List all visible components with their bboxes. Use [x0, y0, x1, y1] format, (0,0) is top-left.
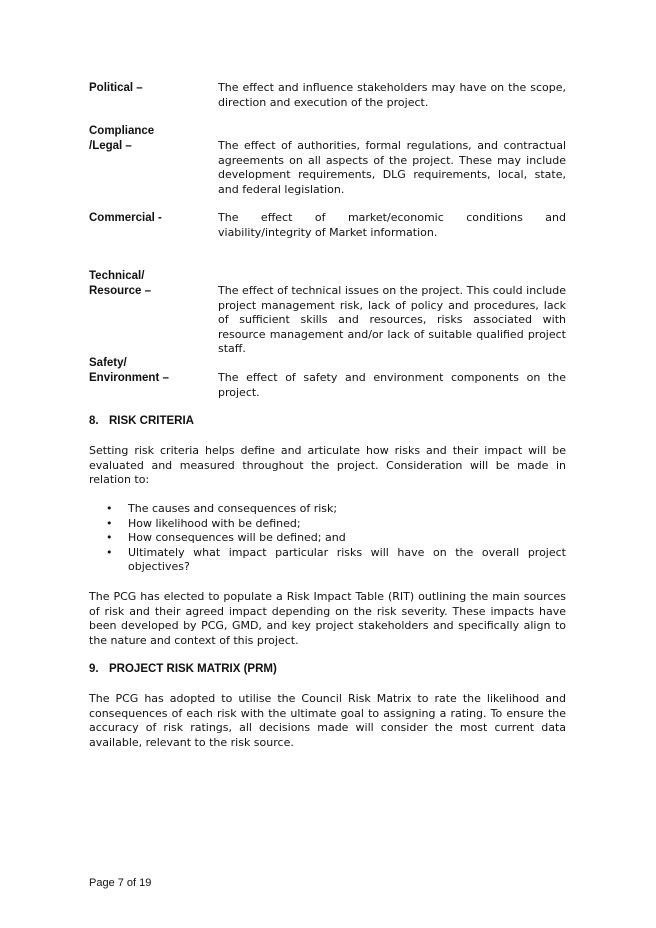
term-commercial: Commercial - — [89, 212, 162, 224]
bullet-icon: • — [106, 545, 113, 559]
list-item: • The causes and consequences of risk; — [106, 502, 338, 515]
term-safety-environment: Safety/ Environment – — [89, 357, 169, 384]
term-compliance-legal: Compliance /Legal – — [89, 125, 155, 152]
definition-compliance-legal: The effect of authorities, formal regulations, and contractual agreements on all aspects of the project. These may include development requirements, DLG requirements, local, state, and federal legislation. — [218, 139, 566, 196]
section-9-body: The PCG has adopted to utilise the Council Risk Matrix to rate the likelihood and consequences of each risk with the ultimate goal to assigning a rating. To ensure the accuracy of risk ratings, all decisions made will consider the most current data available, relevant to the risk source. — [89, 692, 566, 749]
definition-safety-environment: The effect of safety and environment components on the project. — [218, 371, 566, 399]
term-technical-resource: Technical/ Resource – — [89, 270, 152, 297]
bullet-icon: • — [106, 502, 113, 515]
definition-technical-resource: The effect of technical issues on the project. This could include project management risk, lack of policy and procedures, lack of sufficient skills and resources, risks associated with resource management and/or lack of suitable qualified project staff. — [218, 284, 566, 355]
risk-criteria-list — [106, 502, 566, 575]
section-8-title: RISK CRITERIA — [109, 415, 194, 427]
section-8-heading — [89, 414, 569, 429]
definition-political: The effect and influence stakeholders may have on the scope, direction and execution of the project. — [218, 81, 566, 109]
list-item: • Ultimately what impact particular risks will have on the overall project objectives? — [106, 545, 566, 573]
section-9-heading — [89, 662, 569, 677]
bullet-icon: • — [106, 516, 113, 530]
section-8-intro: Setting risk criteria helps define and articulate how risks and their impact will be evaluated and measured throughout the project. Consideration will be made in relation to: — [89, 444, 566, 486]
section-9-number: 9. — [89, 663, 99, 675]
section-8-number: 8. — [89, 415, 99, 427]
section-8-closing: The PCG has elected to populate a Risk Impact Table (RIT) outlining the main sources of risk and their agreed impact depending on the risk severity. These impacts have been developed by PCG, GMD, and key project stakeholders and specifically align to the nature and context of this project. — [89, 590, 566, 647]
list-item: • How likelihood with be defined; — [106, 516, 301, 530]
section-9-title: PROJECT RISK MATRIX (PRM) — [109, 663, 277, 675]
bullet-icon: • — [106, 531, 113, 544]
term-political: Political – — [89, 82, 143, 94]
list-item: • How consequences will be defined; and — [106, 531, 346, 544]
page-number: Page 7 of 19 — [89, 877, 152, 889]
definition-commercial: The effect of market/economic conditions and viability/integrity of Market information. — [218, 211, 566, 239]
